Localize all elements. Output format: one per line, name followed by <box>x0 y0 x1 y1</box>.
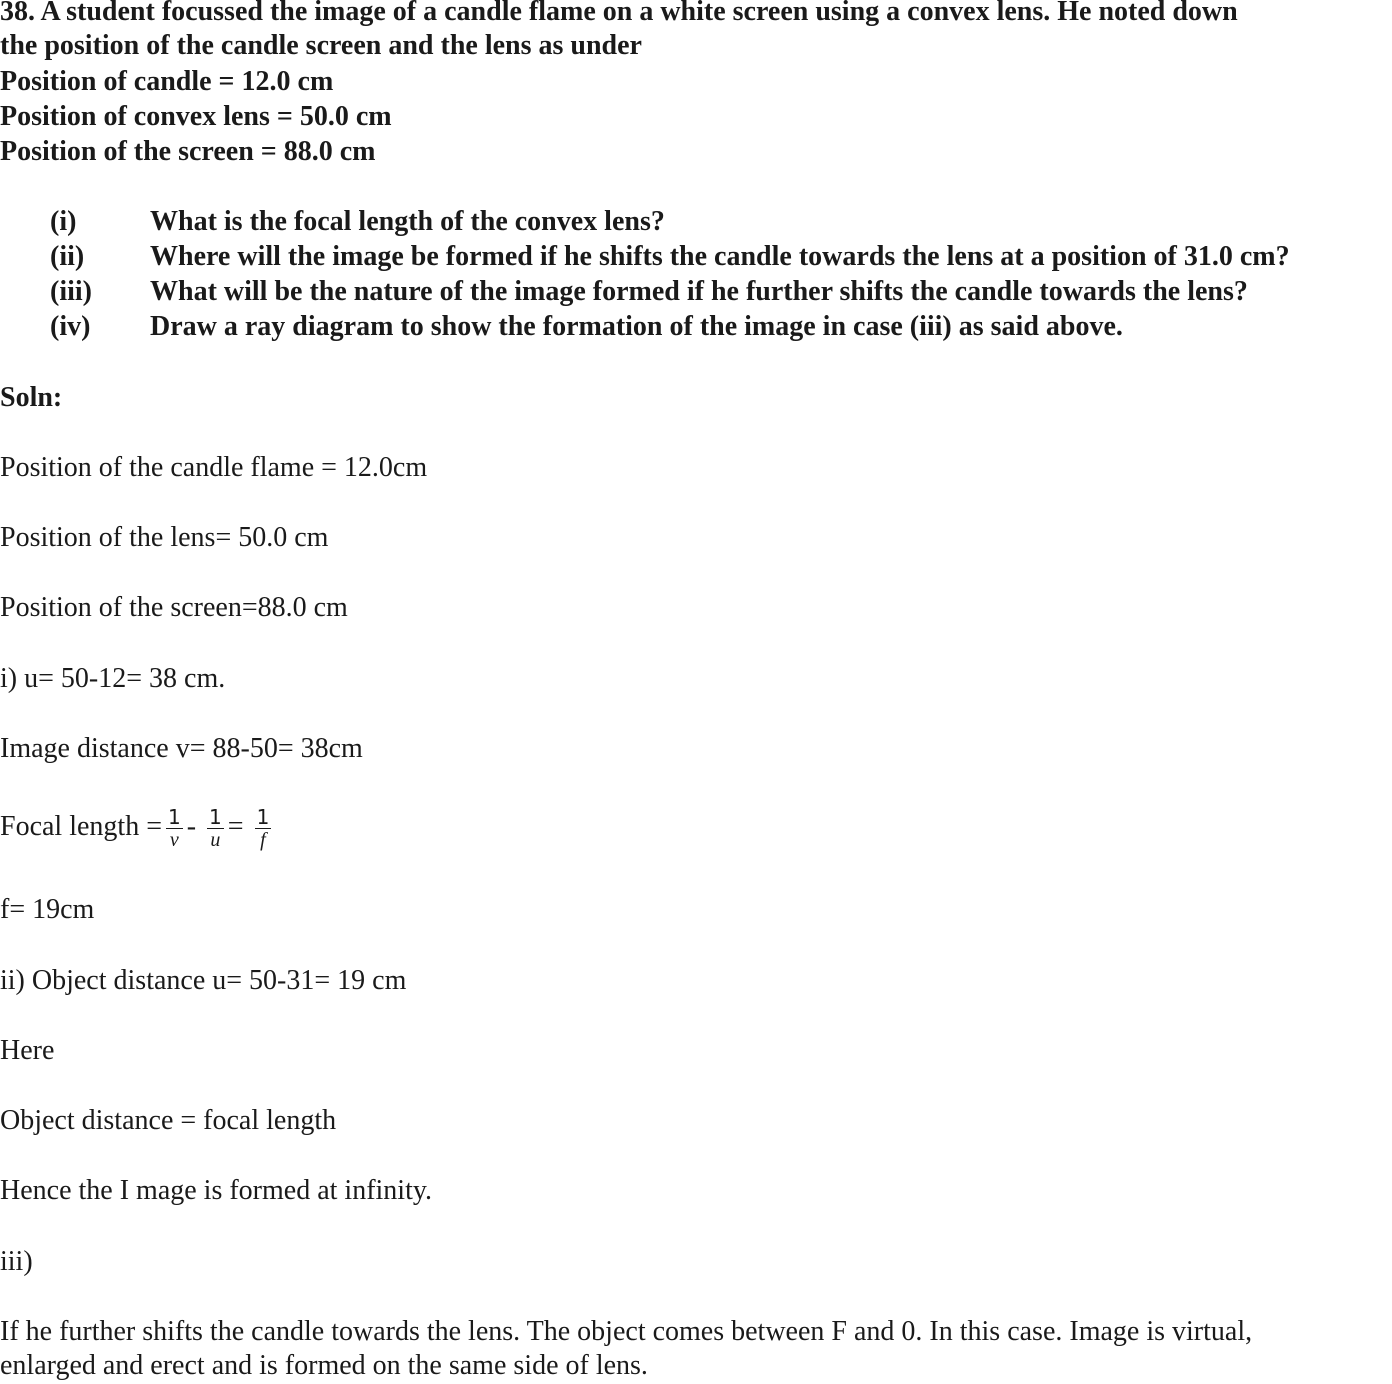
part-number: (i) <box>50 206 77 237</box>
formula-label: Focal length = <box>0 811 162 842</box>
given-screen: Position of the screen = 88.0 cm <box>0 136 376 167</box>
solution-line: Image distance v= 88-50= 38cm <box>0 733 363 764</box>
fraction-1-over-f: $\frac{1}{f}$ <box>256 805 270 852</box>
solution-line: Here <box>0 1035 55 1066</box>
part-number: (ii) <box>50 241 85 272</box>
solution-line: f= 19cm <box>0 894 95 925</box>
solution-line: Hence the I mage is formed at infinity. <box>0 1175 433 1206</box>
solution-line: Position of the lens= 50.0 cm <box>0 522 329 553</box>
question-title: 38. A student focussed the image of a candle flame on a white screen using a convex lens. He noted down <box>0 0 1238 27</box>
minus-sign: - <box>186 811 197 842</box>
solution-line: Position of the candle flame = 12.0cm <box>0 452 428 483</box>
part-text: Where will the image be formed if he shifts the candle towards the lens at a position of 31.0 cm? <box>150 241 1290 272</box>
solution-line: Position of the screen=88.0 cm <box>0 592 348 623</box>
solution-line: enlarged and erect and is formed on the same side of lens. <box>0 1350 648 1381</box>
part-text: Draw a ray diagram to show the formation of the image in case (iii) as said above. <box>150 311 1123 342</box>
part-number: (iii) <box>50 276 92 307</box>
lens-formula <box>0 800 275 854</box>
given-candle: Position of candle = 12.0 cm <box>0 66 334 97</box>
part-text: What will be the nature of the image formed if he further shifts the candle towards the lens? <box>150 276 1248 307</box>
part-text: What is the focal length of the convex lens? <box>150 206 665 237</box>
solution-heading: Soln: <box>0 382 63 413</box>
question-title-cont: the position of the candle screen and the lens as under <box>0 30 642 61</box>
solution-line: Object distance = focal length <box>0 1105 337 1136</box>
equals-sign: = <box>227 811 244 842</box>
solution-line: iii) <box>0 1246 33 1277</box>
solution-line: i) u= 50-12= 38 cm. <box>0 663 226 694</box>
fraction-1-over-u: $\frac{1}{u}$ <box>209 805 222 852</box>
solution-line: If he further shifts the candle towards the lens. The object comes between F and 0. In this case. Image is virtual, <box>0 1316 1253 1347</box>
part-number: (iv) <box>50 311 91 342</box>
fraction-1-over-v: $\frac{1}{v}$ <box>167 805 181 852</box>
given-lens: Position of convex lens = 50.0 cm <box>0 101 392 132</box>
solution-line: ii) Object distance u= 50-31= 19 cm <box>0 965 407 996</box>
